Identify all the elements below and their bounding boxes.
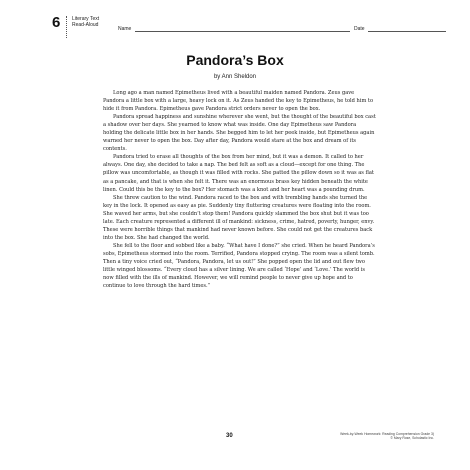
category-line-2: Read-Aloud — [72, 22, 99, 28]
story-byline: by Ann Sheldon — [213, 74, 257, 80]
story-paragraph: She threw caution to the wind. Pandora raced to the box and with trembling hands she turned the key in the lock. It opened as easy as pie. Suddenly tiny fluttering creatures were floating into the room. She waved her arms, but she couldn’t stop them! Pandora quickly slammed the box shut but it was too late. Each creature represented a different ill of mankind: sickness, crime, hatred, poverty, hunger, envy. These were horrible things that mankind had never known before. She could not get the creatures back into the box. She had changed the world. — [103, 194, 375, 241]
copyright-credit — [340, 432, 434, 441]
worksheet-header — [50, 12, 446, 40]
story-body — [103, 89, 376, 290]
credit-line-1: Week-by-Week Homework: Reading Comprehension Grade 3) — [340, 432, 434, 436]
date-label: Date — [354, 26, 365, 32]
story-paragraph: She fell to the floor and sobbed like a baby. “What have I done?” she cried. When he heard Pandora’s sobs, Epimetheus stormed into the room. Terrified, Pandora stopped crying. The room was a silent tomb. Then a tiny voice cried out, “Pandora, Pandora, let us out!” She popped open the lid and out flew two little winged blossoms. “Every cloud has a silver lining. We are called ‘Hope’ and ‘Love.’ The world is now filled with the ills of mankind. However, we will remind people to never give up hope and to continue to love through the hard times.” — [103, 242, 375, 290]
story-paragraph: Long ago a man named Epimetheus lived with a beautiful maiden named Pandora. Zeus gave Pandora a little box with a large, heavy lock on it. As Zeus handed the key to Epimetheus, he told him to hide it from Pandora. Epimetheus gave Pandora strict orders never to open the box. — [103, 90, 374, 113]
name-label: Name — [118, 26, 132, 32]
category-label — [72, 16, 99, 28]
unit-number: 6 — [52, 14, 61, 31]
dotted-divider — [66, 16, 69, 38]
date-field[interactable] — [368, 31, 446, 32]
category-line-1: Literary Text — [72, 16, 100, 22]
story-paragraph: Pandora tried to erase all thoughts of the box from her mind, but it was a demon. It called to her always. One day, she decided to take a nap. The bed felt as soft as a cloud—except for one thing. The pillow was uncomfortable, as though it was filled with rocks. She patted the pillow down so it was as flat as a pancake, and that is when she felt it. There was an enormous brass key hidden beneath the white linen. Could this be the key to the box? Her stomach was a knot and her heart was a pounding drum. — [103, 154, 374, 193]
story-paragraph: Pandora spread happiness and sunshine wherever she went, but the thought of the beautiful box cast a shadow over her days. She yearned to know what was inside. One day Epimetheus saw Pandora holding the delicate little box in her hands. She begged him to let her peek inside, but Epimetheus again warned her never to open the box. Day after day, Pandora would stare at the box and dream of its contents. — [103, 114, 376, 153]
name-field[interactable] — [135, 31, 350, 32]
story-title: Pandora’s Box — [186, 52, 284, 68]
page-number: 30 — [226, 433, 233, 439]
credit-line-2: © Mary Rose, Scholastic Inc. — [390, 436, 434, 441]
